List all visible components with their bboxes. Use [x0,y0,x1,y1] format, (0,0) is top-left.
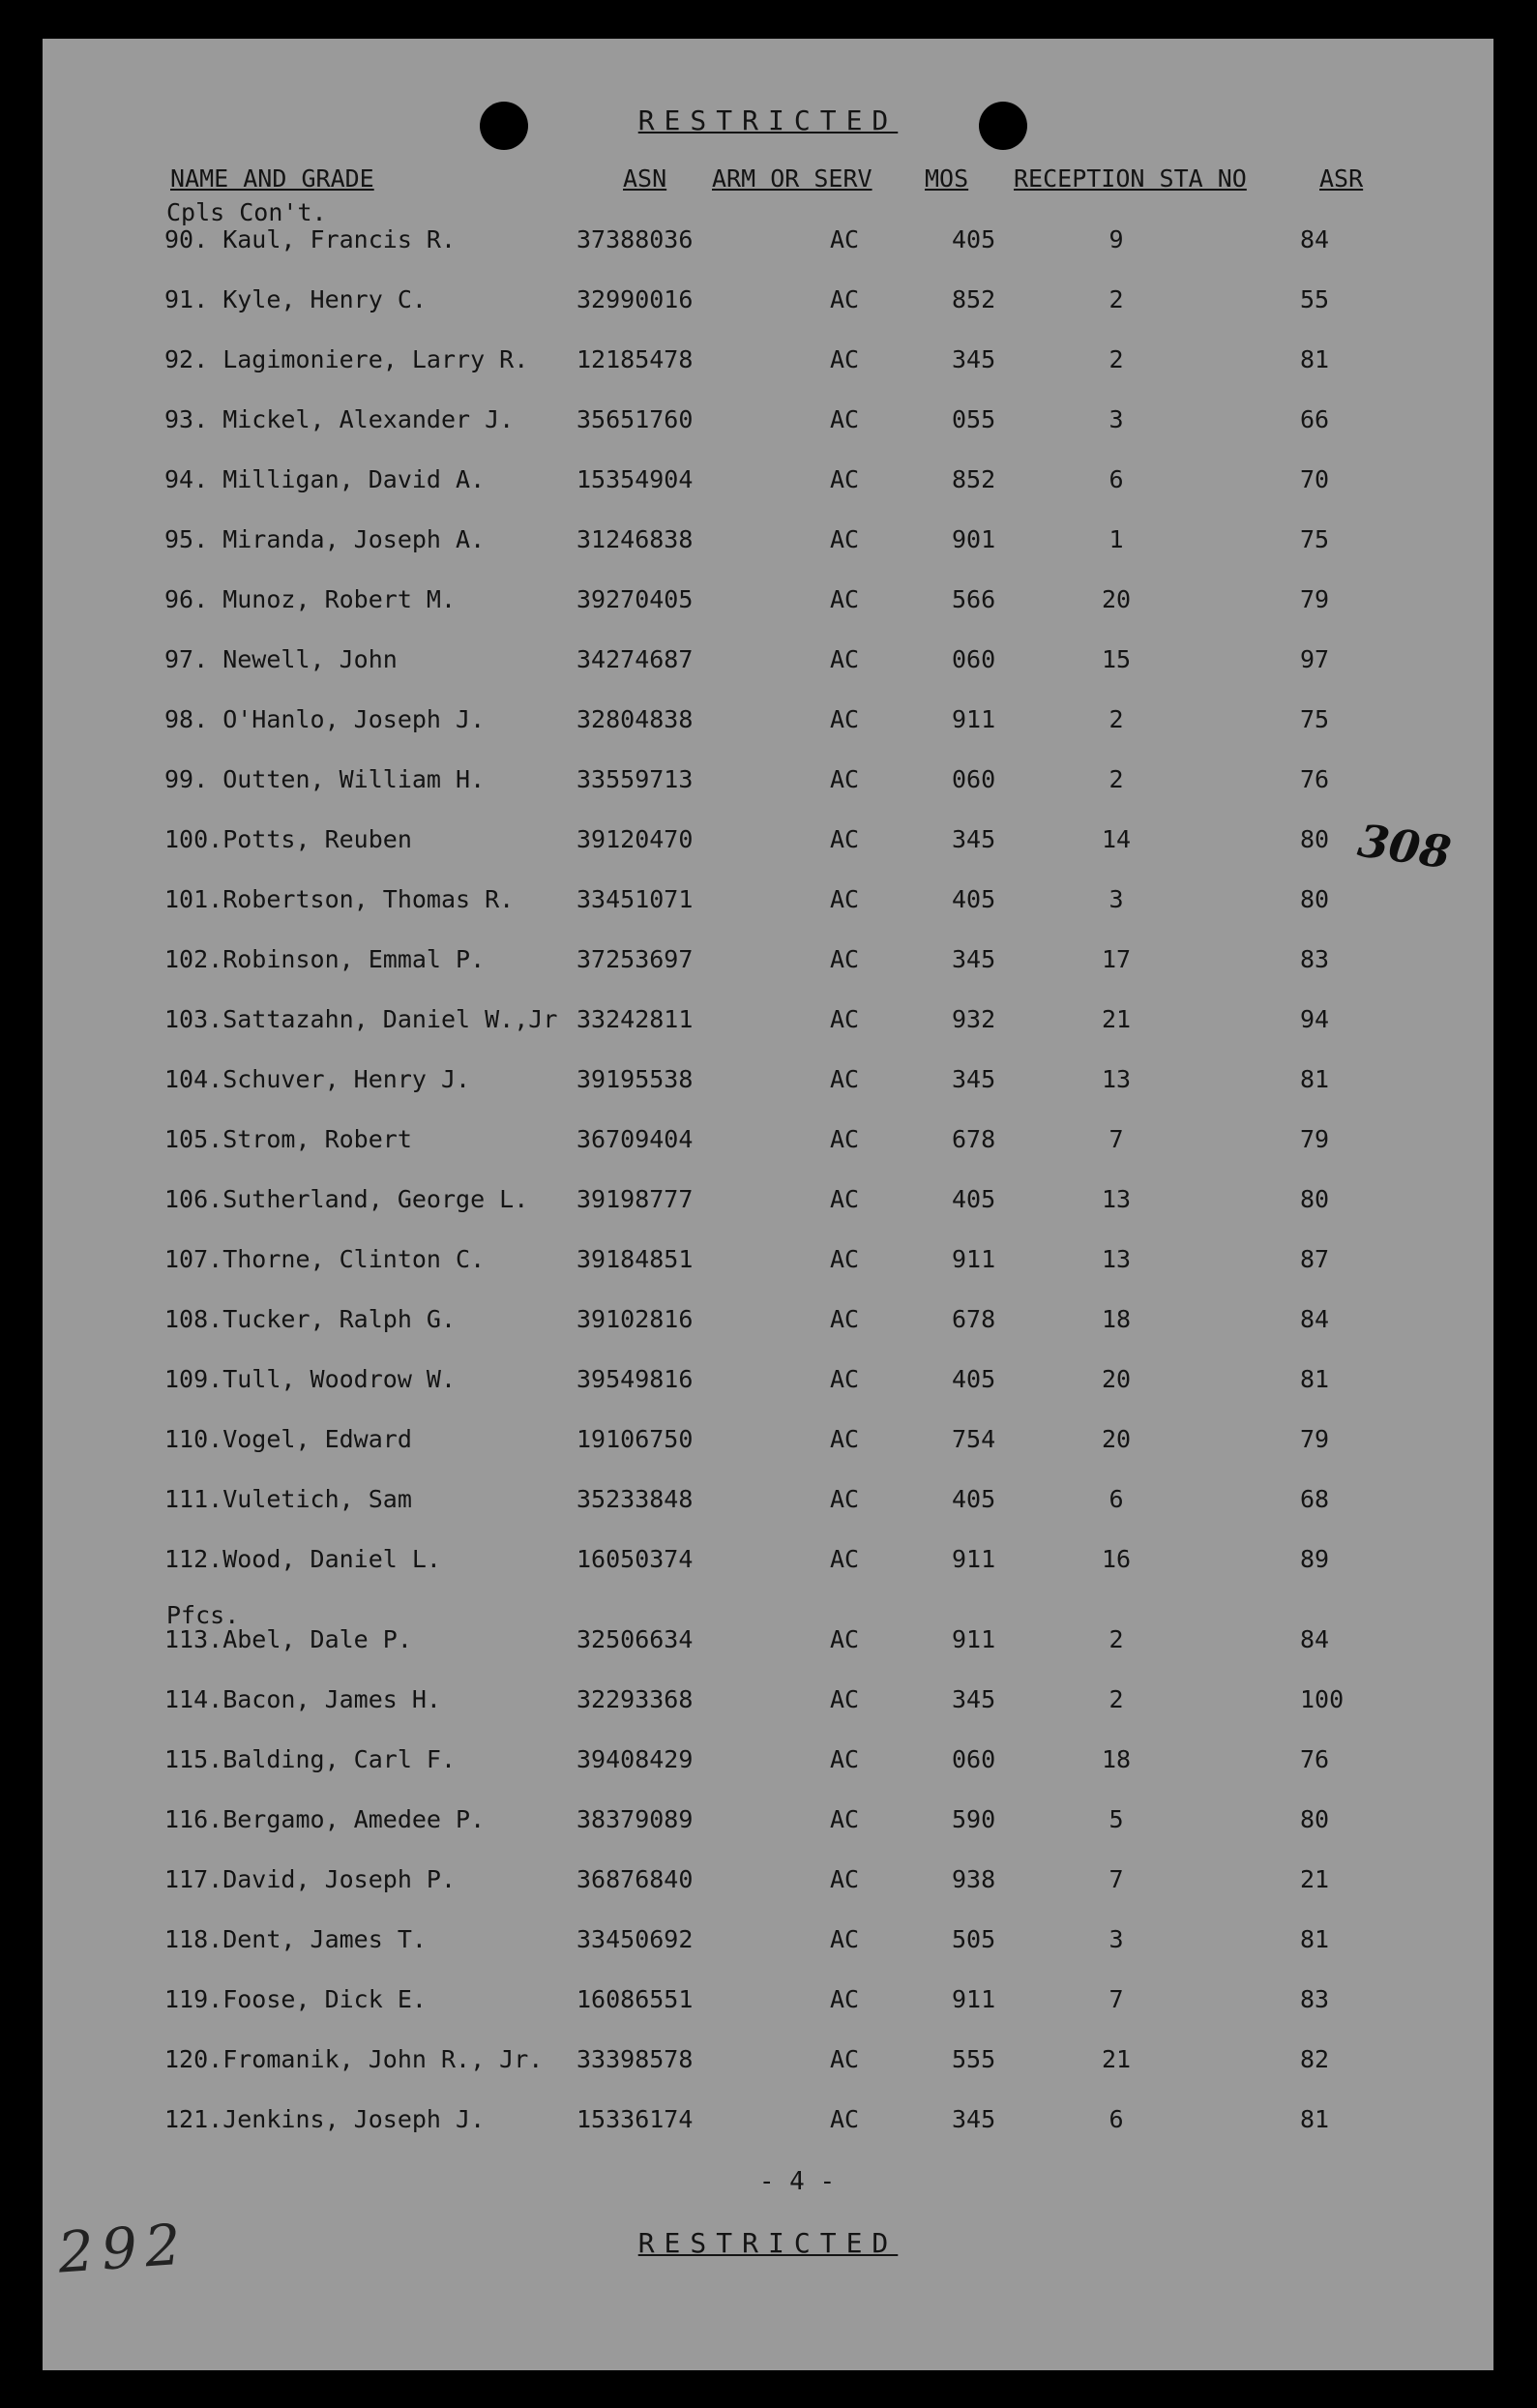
row-asr: 81 [1300,2105,1330,2133]
table-row [43,1065,1493,1104]
table-row [43,1685,1493,1724]
row-asn: 33451071 [576,885,694,913]
row-reception: 13 [1101,1245,1132,1273]
row-name: 97. Newell, John [164,645,398,673]
row-reception: 21 [1101,1005,1132,1033]
row-asn: 15354904 [576,465,694,493]
header-asn: ASN [623,164,667,193]
row-asn: 39120470 [576,825,694,853]
row-arm: AC [830,405,860,433]
row-reception: 2 [1108,1685,1124,1713]
row-mos: 566 [952,585,996,613]
row-reception: 2 [1108,285,1124,313]
row-name: 121.Jenkins, Joseph J. [164,2105,486,2133]
row-mos: 911 [952,1545,996,1573]
row-mos: 405 [952,1185,996,1213]
row-reception: 18 [1101,1745,1132,1773]
row-mos: 555 [952,2045,996,2073]
row-arm: AC [830,285,860,313]
row-asr: 84 [1300,1305,1330,1333]
row-mos: 060 [952,645,996,673]
row-asr: 80 [1300,1805,1330,1833]
row-name: 94. Milligan, David A. [164,465,486,493]
row-arm: AC [830,1425,860,1453]
table-row [43,1305,1493,1344]
row-arm: AC [830,1805,860,1833]
row-mos: 345 [952,945,996,973]
row-reception: 2 [1108,345,1124,373]
table-row [43,1625,1493,1664]
row-mos: 911 [952,1985,996,2013]
row-name: 107.Thorne, Clinton C. [164,1245,486,1273]
row-reception: 2 [1108,765,1124,793]
row-mos: 901 [952,525,996,553]
row-arm: AC [830,1185,860,1213]
row-asr: 76 [1300,1745,1330,1773]
row-asr: 87 [1300,1245,1330,1273]
row-reception: 7 [1108,1985,1124,2013]
row-asn: 35651760 [576,405,694,433]
row-name: 96. Munoz, Robert M. [164,585,457,613]
row-reception: 3 [1108,885,1124,913]
table-row [43,1005,1493,1044]
row-asr: 66 [1300,405,1330,433]
row-asn: 37253697 [576,945,694,973]
row-asr: 81 [1300,345,1330,373]
row-reception: 2 [1108,705,1124,733]
row-mos: 345 [952,2105,996,2133]
row-asr: 81 [1300,1925,1330,1953]
handwritten-number: 292 [55,2211,191,2286]
row-reception: 13 [1101,1185,1132,1213]
row-name: 91. Kyle, Henry C. [164,285,427,313]
section-cpls: Cpls Con't. [166,198,327,226]
row-arm: AC [830,1305,860,1333]
table-row [43,285,1493,324]
row-asn: 39408429 [576,1745,694,1773]
row-asn: 32990016 [576,285,694,313]
row-mos: 405 [952,1365,996,1393]
row-asn: 32804838 [576,705,694,733]
row-asr: 84 [1300,1625,1330,1653]
row-asn: 33398578 [576,2045,694,2073]
table-row [43,1865,1493,1904]
table-row [43,1185,1493,1224]
row-reception: 7 [1108,1125,1124,1153]
table-row [43,945,1493,984]
row-asn: 36709404 [576,1125,694,1153]
row-asr: 79 [1300,1125,1330,1153]
row-reception: 5 [1108,1805,1124,1833]
header-name-grade: NAME AND GRADE [170,164,374,193]
row-mos: 852 [952,285,996,313]
row-name: 106.Sutherland, George L. [164,1185,529,1213]
row-name: 101.Robertson, Thomas R. [164,885,515,913]
row-mos: 345 [952,825,996,853]
row-asr: 80 [1300,825,1330,853]
table-row [43,405,1493,444]
table-row [43,1245,1493,1284]
row-asn: 39102816 [576,1305,694,1333]
row-arm: AC [830,465,860,493]
row-reception: 20 [1101,1365,1132,1393]
row-mos: 678 [952,1305,996,1333]
restricted-footer: RESTRICTED [637,2227,899,2259]
row-asn: 35233848 [576,1485,694,1513]
row-name: 105.Strom, Robert [164,1125,412,1153]
row-arm: AC [830,1245,860,1273]
row-asn: 32506634 [576,1625,694,1653]
table-row [43,1745,1493,1784]
table-row [43,765,1493,804]
stamp-number: 308 [1354,814,1455,879]
table-row [43,1985,1493,2024]
row-name: 116.Bergamo, Amedee P. [164,1805,486,1833]
row-name: 103.Sattazahn, Daniel W.,Jr [164,1005,558,1033]
section-pfcs: Pfcs. [166,1601,240,1629]
row-asr: 89 [1300,1545,1330,1573]
row-name: 104.Schuver, Henry J. [164,1065,471,1093]
row-reception: 20 [1101,585,1132,613]
row-mos: 060 [952,1745,996,1773]
row-asn: 37388036 [576,225,694,253]
row-asn: 39270405 [576,585,694,613]
row-arm: AC [830,1865,860,1893]
table-row [43,885,1493,924]
row-asr: 80 [1300,885,1330,913]
row-name: 95. Miranda, Joseph A. [164,525,486,553]
row-name: 120.Fromanik, John R., Jr. [164,2045,544,2073]
table-row [43,1365,1493,1404]
row-asr: 83 [1300,1985,1330,2013]
row-name: 119.Foose, Dick E. [164,1985,427,2013]
row-mos: 911 [952,1245,996,1273]
row-asr: 70 [1300,465,1330,493]
row-mos: 345 [952,345,996,373]
row-asr: 97 [1300,645,1330,673]
row-asr: 100 [1300,1685,1345,1713]
row-asr: 55 [1300,285,1330,313]
row-asn: 34274687 [576,645,694,673]
row-arm: AC [830,345,860,373]
header-asr: ASR [1319,164,1364,193]
row-arm: AC [830,825,860,853]
row-arm: AC [830,1745,860,1773]
row-asr: 75 [1300,705,1330,733]
restricted-header: RESTRICTED [637,104,899,136]
row-name: 99. Outten, William H. [164,765,486,793]
row-asr: 79 [1300,1425,1330,1453]
row-asn: 39198777 [576,1185,694,1213]
row-asr: 79 [1300,585,1330,613]
row-name: 110.Vogel, Edward [164,1425,412,1453]
row-reception: 20 [1101,1425,1132,1453]
row-reception: 13 [1101,1065,1132,1093]
row-mos: 060 [952,765,996,793]
row-name: 90. Kaul, Francis R. [164,225,457,253]
row-arm: AC [830,705,860,733]
header-arm-serv: ARM OR SERV [712,164,872,193]
table-row [43,585,1493,624]
row-reception: 16 [1101,1545,1132,1573]
row-reception: 17 [1101,945,1132,973]
row-arm: AC [830,945,860,973]
row-reception: 6 [1108,1485,1124,1513]
table-row [43,1485,1493,1524]
row-asr: 83 [1300,945,1330,973]
row-name: 98. O'Hanlo, Joseph J. [164,705,486,733]
row-asn: 39184851 [576,1245,694,1273]
table-row [43,1425,1493,1464]
row-name: 109.Tull, Woodrow W. [164,1365,457,1393]
row-asr: 80 [1300,1185,1330,1213]
row-reception: 2 [1108,1625,1124,1653]
row-asn: 39549816 [576,1365,694,1393]
table-row [43,1125,1493,1164]
row-mos: 590 [952,1805,996,1833]
row-reception: 14 [1101,825,1132,853]
row-arm: AC [830,645,860,673]
row-mos: 405 [952,1485,996,1513]
row-asr: 68 [1300,1485,1330,1513]
row-mos: 932 [952,1005,996,1033]
row-reception: 3 [1108,405,1124,433]
row-reception: 6 [1108,2105,1124,2133]
row-mos: 911 [952,705,996,733]
row-arm: AC [830,1005,860,1033]
table-row [43,2105,1493,2144]
row-asn: 16086551 [576,1985,694,2013]
row-arm: AC [830,2045,860,2073]
row-reception: 3 [1108,1925,1124,1953]
row-arm: AC [830,1985,860,2013]
row-name: 100.Potts, Reuben [164,825,412,853]
row-asn: 39195538 [576,1065,694,1093]
row-mos: 345 [952,1685,996,1713]
row-arm: AC [830,1485,860,1513]
row-reception: 6 [1108,465,1124,493]
row-name: 115.Balding, Carl F. [164,1745,457,1773]
row-mos: 678 [952,1125,996,1153]
row-mos: 938 [952,1865,996,1893]
row-arm: AC [830,1545,860,1573]
row-asr: 76 [1300,765,1330,793]
document-page [43,39,1493,2370]
row-mos: 911 [952,1625,996,1653]
row-asr: 94 [1300,1005,1330,1033]
row-arm: AC [830,1685,860,1713]
row-reception: 21 [1101,2045,1132,2073]
row-reception: 1 [1108,525,1124,553]
row-reception: 9 [1108,225,1124,253]
row-asr: 82 [1300,2045,1330,2073]
row-mos: 405 [952,885,996,913]
row-asn: 15336174 [576,2105,694,2133]
table-row [43,225,1493,264]
row-asn: 32293368 [576,1685,694,1713]
row-name: 113.Abel, Dale P. [164,1625,412,1653]
column-headers [43,164,1493,199]
table-row [43,525,1493,564]
row-name: 92. Lagimoniere, Larry R. [164,345,529,373]
row-arm: AC [830,1365,860,1393]
row-mos: 505 [952,1925,996,1953]
table-row [43,465,1493,504]
row-arm: AC [830,885,860,913]
row-mos: 852 [952,465,996,493]
row-arm: AC [830,1925,860,1953]
row-asr: 75 [1300,525,1330,553]
row-mos: 345 [952,1065,996,1093]
row-arm: AC [830,1625,860,1653]
table-row [43,645,1493,684]
row-arm: AC [830,585,860,613]
row-asn: 12185478 [576,345,694,373]
row-asr: 81 [1300,1365,1330,1393]
row-asr: 21 [1300,1865,1330,1893]
table-row [43,825,1493,864]
row-name: 111.Vuletich, Sam [164,1485,412,1513]
row-arm: AC [830,2105,860,2133]
row-name: 108.Tucker, Ralph G. [164,1305,457,1333]
row-asr: 84 [1300,225,1330,253]
row-name: 117.David, Joseph P. [164,1865,457,1893]
row-name: 114.Bacon, James H. [164,1685,441,1713]
table-row [43,2045,1493,2084]
row-asr: 81 [1300,1065,1330,1093]
row-mos: 405 [952,225,996,253]
row-asn: 33242811 [576,1005,694,1033]
row-asn: 36876840 [576,1865,694,1893]
row-mos: 754 [952,1425,996,1453]
row-name: 93. Mickel, Alexander J. [164,405,515,433]
row-reception: 15 [1101,645,1132,673]
row-arm: AC [830,525,860,553]
row-arm: AC [830,1065,860,1093]
header-mos: MOS [925,164,969,193]
row-reception: 7 [1108,1865,1124,1893]
row-asn: 33559713 [576,765,694,793]
row-name: 102.Robinson, Emmal P. [164,945,486,973]
row-arm: AC [830,765,860,793]
table-row [43,1545,1493,1584]
header-reception-sta: RECEPTION STA NO [1014,164,1247,193]
row-arm: AC [830,225,860,253]
row-name: 118.Dent, James T. [164,1925,427,1953]
table-row [43,345,1493,384]
row-asn: 19106750 [576,1425,694,1453]
row-name: 112.Wood, Daniel L. [164,1545,441,1573]
table-row [43,705,1493,744]
row-asn: 16050374 [576,1545,694,1573]
row-asn: 31246838 [576,525,694,553]
row-asn: 33450692 [576,1925,694,1953]
table-row [43,1805,1493,1844]
row-mos: 055 [952,405,996,433]
page-number: - 4 - [758,2167,836,2196]
row-asn: 38379089 [576,1805,694,1833]
row-arm: AC [830,1125,860,1153]
row-reception: 18 [1101,1305,1132,1333]
table-row [43,1925,1493,1964]
